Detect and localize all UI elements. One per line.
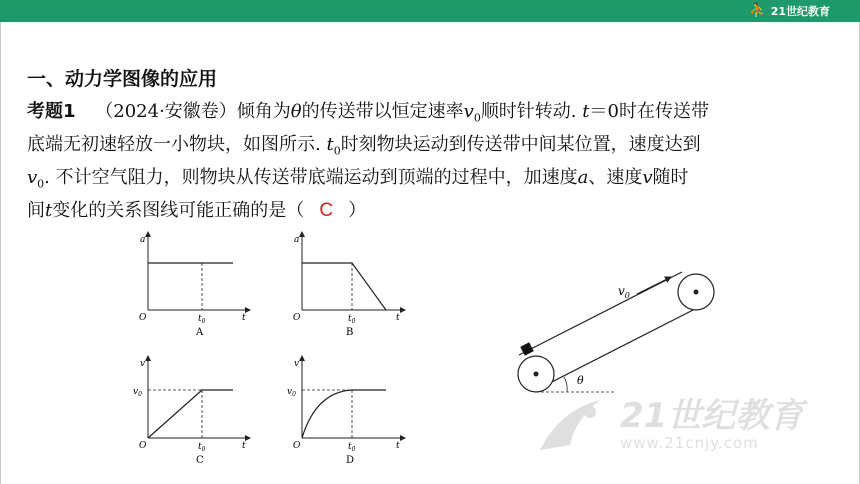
graph-c-axis-label: v bbox=[140, 359, 146, 369]
graph-a-t-label: t bbox=[242, 313, 246, 323]
graph-c-t0: $t_0$ bbox=[198, 442, 206, 453]
bottom-pulley-axle bbox=[534, 372, 539, 377]
conveyor-belt-diagram bbox=[505, 262, 745, 402]
question-text: 随时 bbox=[652, 167, 689, 188]
question-text: 间 bbox=[27, 200, 45, 221]
graph-a-caption: A bbox=[196, 327, 204, 338]
question-text: 底端无初速轻放一小物块，如图所示. bbox=[27, 134, 327, 155]
question-text: 、速度 bbox=[588, 167, 643, 188]
question-text: 时刻物块运动到传送带中间某位置，速度达到 bbox=[340, 134, 701, 155]
t-symbol: t bbox=[582, 101, 590, 122]
graph-a bbox=[139, 232, 250, 338]
question-text: 的传送带以恒定速率 bbox=[301, 101, 464, 122]
graph-c-t-label: t bbox=[242, 441, 246, 451]
watermark-url: www.21cnjy.com bbox=[620, 434, 759, 452]
graph-a-axis-label: a bbox=[140, 235, 146, 245]
graph-c-line bbox=[148, 390, 233, 438]
top-pulley-axle bbox=[694, 290, 699, 295]
question-text: 变化的关系图线可能正确的是（ bbox=[52, 200, 305, 221]
graph-c-caption: C bbox=[196, 455, 204, 466]
graph-c-v0: $v_0$ bbox=[133, 387, 142, 398]
question-text: 顺时针转动. bbox=[480, 101, 583, 122]
graph-d-v0: $v_0$ bbox=[287, 387, 296, 398]
watermark-text: 21世纪教育 bbox=[620, 396, 804, 436]
question-label: 考题1 bbox=[27, 101, 76, 122]
subscript: 0 bbox=[333, 144, 341, 158]
brand-logo bbox=[749, 2, 830, 20]
subscript: 0 bbox=[473, 111, 481, 125]
question-text: ） bbox=[348, 200, 367, 221]
belt-top bbox=[519, 272, 682, 355]
question-source: （2024·安徽卷） bbox=[95, 101, 237, 122]
graph-b-line bbox=[302, 263, 386, 310]
graph-b-caption: B bbox=[346, 327, 354, 338]
graph-b bbox=[293, 232, 405, 338]
question-text: . 不计空气阻力，则物块从传送带底端运动到顶端的过程中，加速度 bbox=[44, 167, 578, 188]
question-text: 倾角为 bbox=[236, 101, 291, 122]
v-symbol: v bbox=[463, 101, 474, 122]
subscript: 0 bbox=[37, 177, 45, 191]
top-banner bbox=[0, 0, 860, 22]
v-symbol: v bbox=[642, 167, 653, 188]
option-graphs bbox=[130, 228, 420, 478]
velocity-arrow bbox=[637, 277, 671, 294]
graph-c-origin: O bbox=[139, 441, 147, 451]
graph-d-caption: D bbox=[346, 455, 355, 466]
graph-b-t-label: t bbox=[396, 313, 400, 323]
a-symbol: a bbox=[577, 167, 589, 188]
graph-c bbox=[133, 356, 250, 466]
graph-b-axis-label: a bbox=[294, 235, 300, 245]
question-line-3 bbox=[27, 161, 847, 194]
graph-d bbox=[287, 356, 405, 466]
question-line-2 bbox=[27, 128, 847, 161]
question-line-4 bbox=[27, 194, 847, 227]
graph-d-origin: O bbox=[293, 441, 301, 451]
t-symbol: t bbox=[45, 200, 53, 221]
graph-d-axis-label: v bbox=[294, 359, 300, 369]
belt-bottom bbox=[536, 307, 699, 390]
theta-symbol: θ bbox=[290, 101, 302, 122]
angle-label: θ bbox=[577, 374, 584, 387]
graph-d-t0: $t_0$ bbox=[348, 442, 356, 453]
v-symbol: v bbox=[27, 167, 38, 188]
graph-a-origin: O bbox=[139, 313, 147, 323]
question-block bbox=[27, 95, 847, 227]
graph-b-t0: $t_0$ bbox=[348, 314, 356, 325]
graph-a-t0: $t_0$ bbox=[198, 314, 206, 325]
velocity-label: $v_0$ bbox=[618, 284, 630, 300]
angle-arc bbox=[564, 377, 567, 392]
graph-d-t-label: t bbox=[396, 441, 400, 451]
question-text: ＝0时在传送带 bbox=[589, 101, 709, 122]
answer-choice: C bbox=[319, 200, 334, 221]
t-symbol: t bbox=[326, 134, 334, 155]
graph-b-origin: O bbox=[293, 313, 301, 323]
logo-text: 21世纪教育 bbox=[770, 5, 830, 18]
question-line-1 bbox=[27, 95, 847, 128]
graph-d-curve bbox=[302, 390, 386, 438]
section-heading: 一、动力学图像的应用 bbox=[27, 68, 218, 90]
left-border bbox=[0, 22, 1, 484]
runner-icon: ⛹ bbox=[749, 3, 767, 19]
